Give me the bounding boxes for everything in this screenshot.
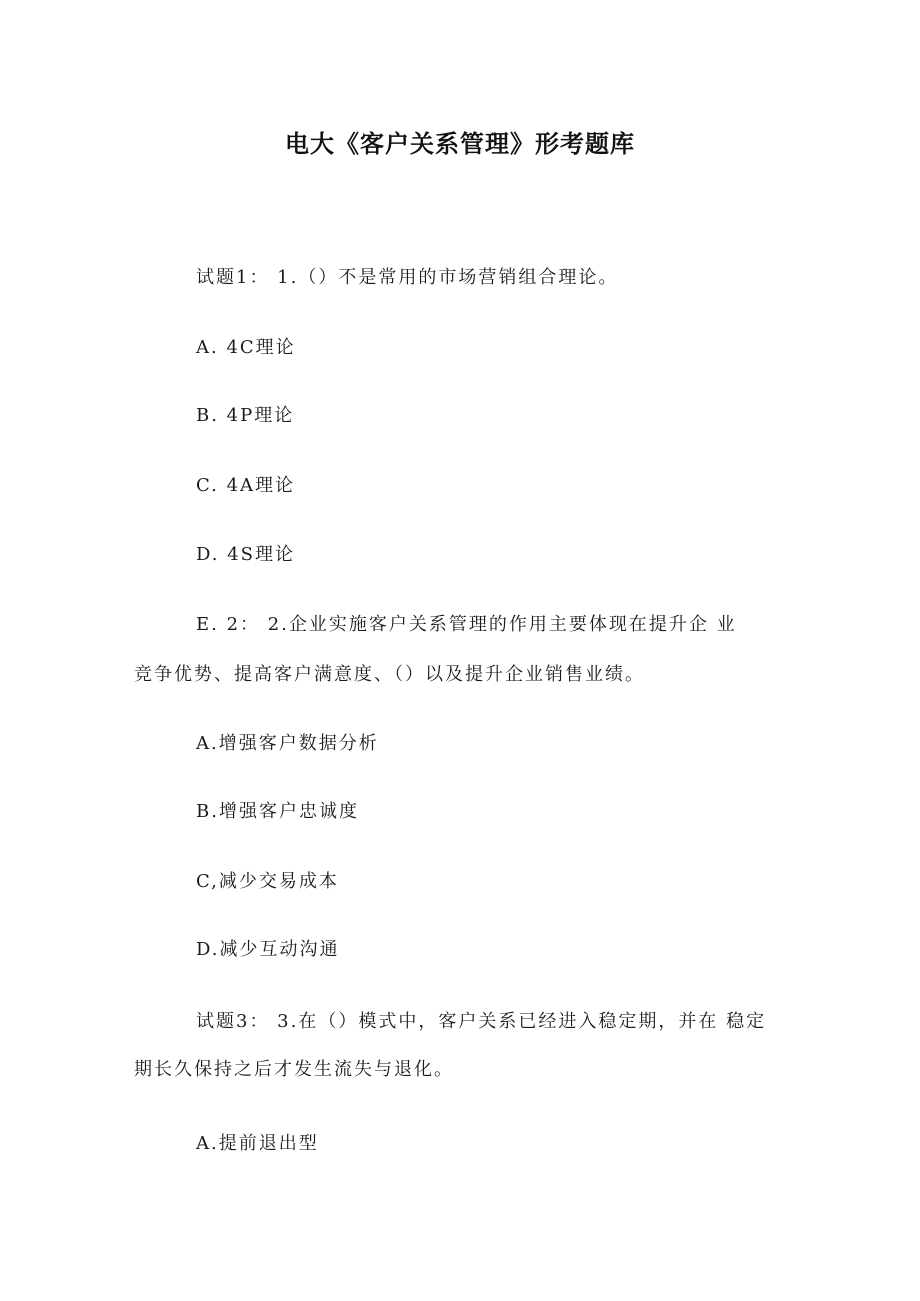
question-1-option-b: B. 4P理论 — [196, 405, 295, 426]
question-2-option-a: A.增强客户数据分析 — [196, 733, 379, 754]
question-2-stem-line-2: 竞争优势、提高客户满意度、（）以及提升企业销售业绩。 — [134, 664, 645, 685]
question-1-option-d: D. 4S理论 — [196, 544, 296, 565]
question-1-stem: 试题1： 1.（）不是常用的市场营销组合理论。 — [196, 267, 619, 288]
question-3-option-a: A.提前退出型 — [196, 1133, 319, 1154]
question-3-stem-line-2: 期长久保持之后才发生流失与退化。 — [134, 1059, 454, 1080]
question-2-option-d: D.减少互动沟通 — [196, 939, 340, 960]
question-2-option-b: B.增强客户忠诚度 — [196, 801, 359, 822]
question-2-stem-line-1: E. 2： 2.企业实施客户关系管理的作用主要体现在提升企 业 — [196, 614, 737, 635]
question-2-option-c: C,减少交易成本 — [196, 871, 339, 892]
question-1-option-a: A. 4C理论 — [196, 337, 296, 358]
question-3-stem-line-1: 试题3： 3.在（）模式中，客户关系已经进入稳定期，并在 稳定 — [196, 1011, 767, 1032]
document-title: 电大《客户关系管理》形考题库 — [285, 130, 635, 158]
question-1-option-c: C. 4A理论 — [196, 475, 296, 496]
